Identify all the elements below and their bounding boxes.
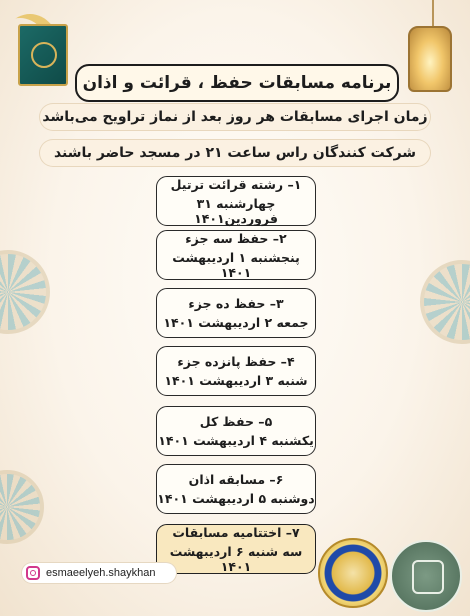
schedule-card (156, 288, 316, 338)
schedule-date: پنجشنبه ۱ اردیبهشت ۱۴۰۱ (172, 249, 300, 280)
schedule-title: ۳– حفظ ده جزء (188, 296, 284, 311)
schedule-title: ۲– حفظ سه جزء (185, 230, 287, 246)
schedule-card (156, 464, 316, 514)
instagram-link[interactable] (22, 563, 176, 583)
schedule-title: ۶– مسابقه اذان (188, 472, 284, 487)
schedule-title: ۷– اختتامیه مسابقات (172, 524, 300, 540)
poster-title: برنامه مسابقات حفظ ، قرائت و اذان (75, 64, 399, 102)
schedule-card (156, 406, 316, 456)
lantern-chain (432, 0, 434, 26)
schedule-date: دوشنبه ۵ اردیبهشت ۱۴۰۱ (157, 491, 315, 506)
ornament-medallion-bottom-left (0, 470, 44, 544)
instagram-icon (26, 566, 40, 580)
schedule-card (156, 230, 316, 280)
schedule-title: ۵– حفظ کل (199, 414, 273, 429)
schedule-card (156, 176, 316, 226)
schedule-card (156, 346, 316, 396)
institution-logo-icon (318, 538, 388, 608)
quran-book-icon (18, 24, 68, 86)
mosque-logo-icon (390, 540, 462, 612)
schedule-card-final (156, 524, 316, 574)
schedule-date: یکشنبه ۴ اردیبهشت ۱۴۰۱ (158, 433, 314, 448)
schedule-title: ۱– رشته قرائت ترتیل (170, 176, 302, 192)
info-line-attendance: شرکت کنندگان راس ساعت ۲۱ در مسجد حاضر باشند (40, 140, 430, 166)
schedule-title: ۴– حفظ پانزده جزء (177, 354, 295, 369)
info-line-time: زمان اجرای مسابقات هر روز بعد از نماز تراویح می‌باشد (40, 104, 430, 130)
ornament-medallion-left (0, 250, 50, 334)
schedule-date: چهارشنبه ۳۱ فروردین۱۴۰۱ (194, 195, 278, 226)
schedule-date: جمعه ۲ اردیبهشت ۱۴۰۱ (163, 315, 309, 330)
ornament-medallion-right (420, 260, 470, 344)
instagram-handle: esmaeelyeh.shaykhan (46, 567, 156, 579)
schedule-date: سه شنبه ۶ اردیبهشت ۱۴۰۱ (169, 543, 303, 574)
lantern-icon (408, 26, 452, 92)
schedule-date: شنبه ۳ اردیبهشت ۱۴۰۱ (164, 373, 308, 388)
